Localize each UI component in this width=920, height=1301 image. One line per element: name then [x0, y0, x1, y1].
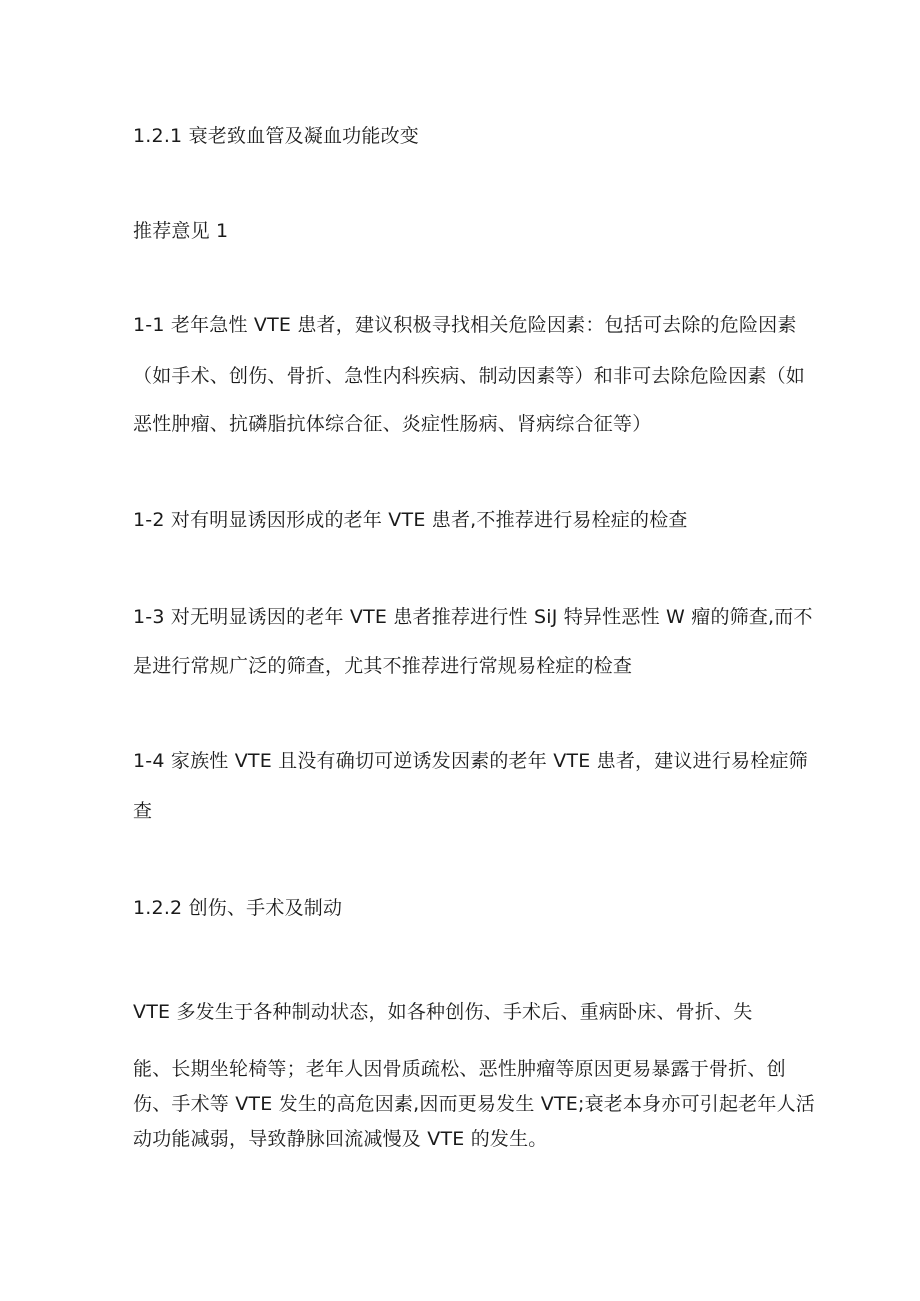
paragraph-line: 查 [133, 800, 153, 822]
recommendation-heading: 推荐意见 1 [133, 220, 229, 242]
paragraph-line: 动功能减弱，导致静脉回流减慢及 VTE 的发生。 [133, 1128, 548, 1150]
paragraph-line: 恶性肿瘤、抗磷脂抗体综合征、炎症性肠病、肾病综合征等） [133, 413, 652, 435]
paragraph-line: 1-4 家族性 VTE 且没有确切可逆诱发因素的老年 VTE 患者，建议进行易栓症筛 [133, 750, 808, 772]
paragraph-line: 1-1 老年急性 VTE 患者，建议积极寻找相关危险因素：包括可去除的危险因素 [133, 314, 797, 336]
paragraph-line: VTE 多发生于各种制动状态，如各种创伤、手术后、重病卧床、骨折、失 [133, 1001, 753, 1023]
paragraph-line: 1-2 对有明显诱因形成的老年 VTE 患者,不推荐进行易栓症的检查 [133, 509, 688, 531]
section-heading-1-2-2: 1.2.2 创伤、手术及制动 [133, 897, 343, 919]
paragraph-line: （如手术、创伤、骨折、急性内科疾病、制动因素等）和非可去除危险因素（如 [133, 365, 806, 387]
paragraph-line: 是进行常规广泛的筛查，尤其不推荐进行常规易栓症的检查 [133, 655, 633, 677]
paragraph-line: 1-3 对无明显诱因的老年 VTE 患者推荐进行性 SiJ 特异性恶性 W 瘤的筛查,而不 [133, 606, 813, 628]
paragraph-line: 伤、手术等 VTE 发生的高危因素,因而更易发生 VTE;衰老本身亦可引起老年人活 [133, 1093, 815, 1115]
section-heading-1-2-1: 1.2.1 衰老致血管及凝血功能改变 [133, 125, 419, 147]
paragraph-line: 能、长期坐轮椅等；老年人因骨质疏松、恶性肿瘤等原因更易暴露于骨折、创 [133, 1058, 786, 1080]
